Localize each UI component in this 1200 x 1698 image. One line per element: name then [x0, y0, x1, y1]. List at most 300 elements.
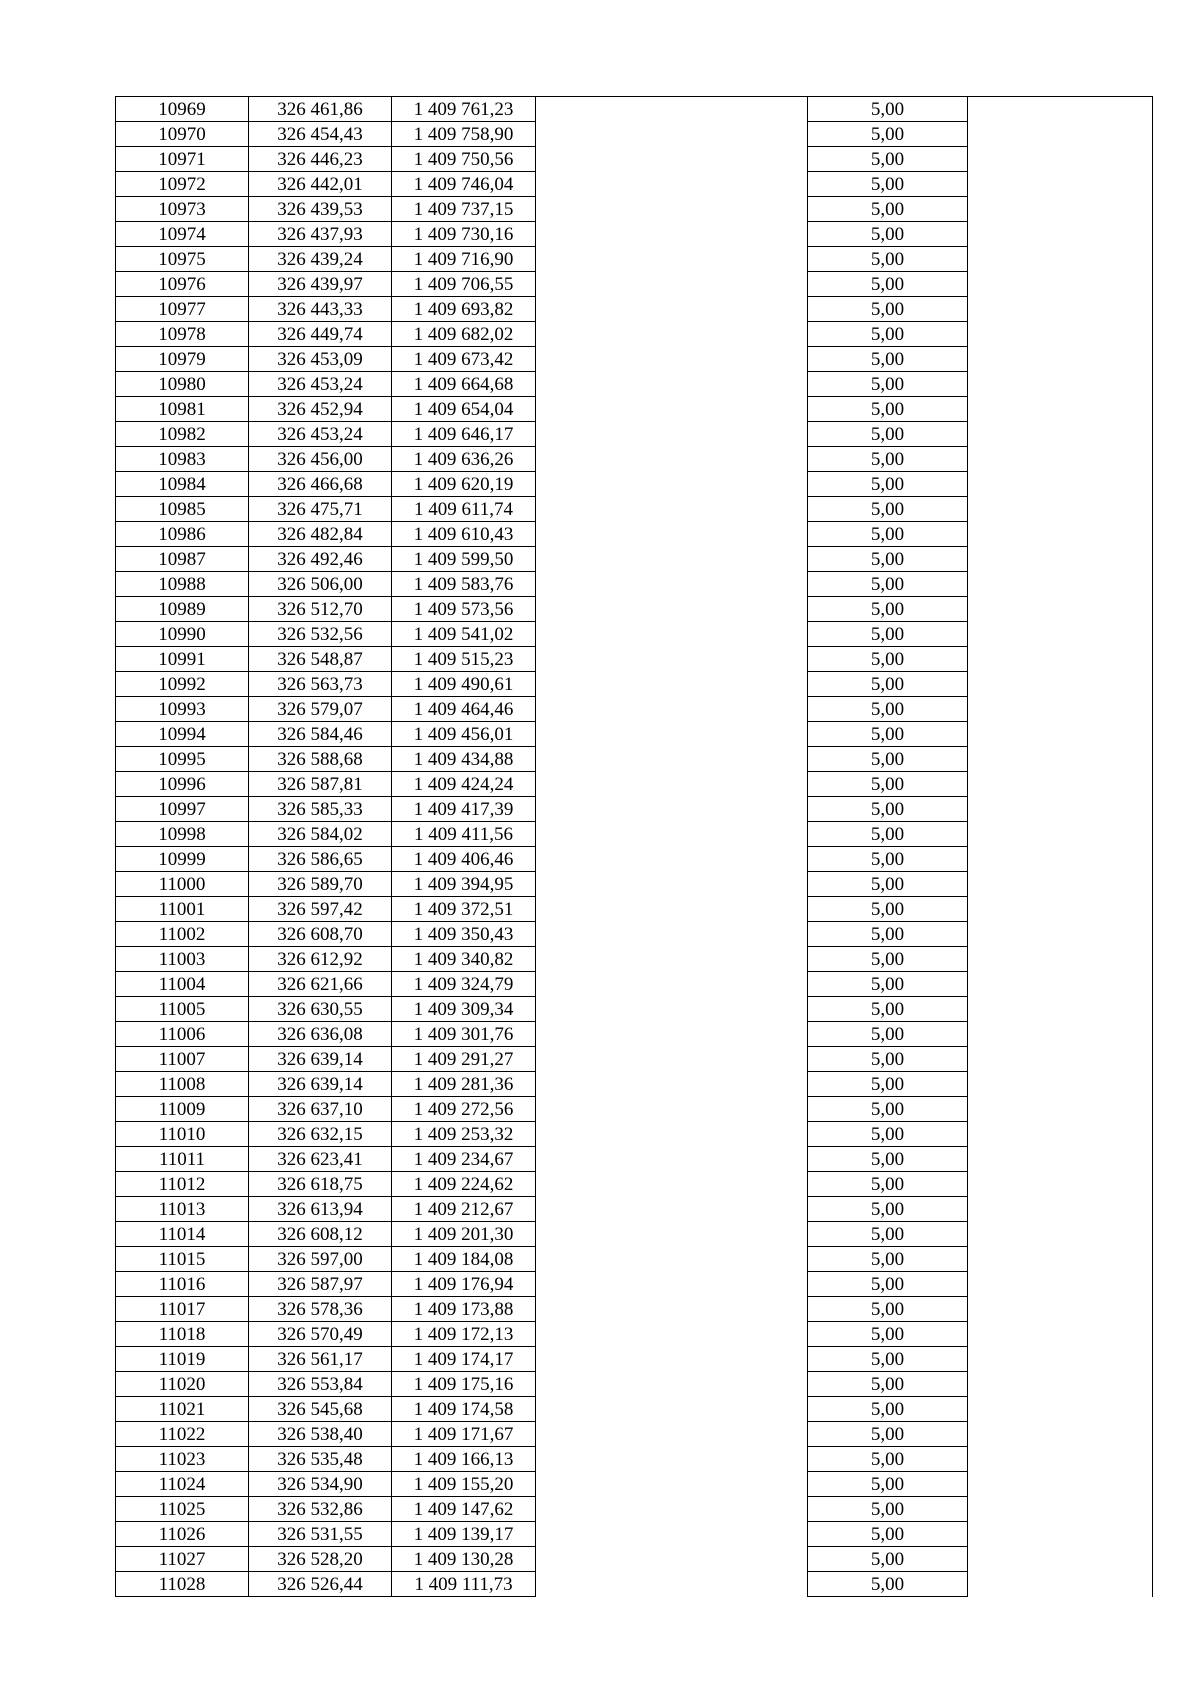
empty-cell	[536, 422, 808, 447]
point-number-cell: 10976	[116, 272, 249, 297]
x-coordinate-cell: 326 584,46	[249, 722, 392, 747]
table-row	[116, 347, 1153, 372]
x-coordinate-cell: 326 563,73	[249, 672, 392, 697]
empty-cell	[536, 472, 808, 497]
y-coordinate-cell: 1 409 224,62	[392, 1172, 536, 1197]
empty-cell	[968, 747, 1153, 772]
y-coordinate-cell: 1 409 515,23	[392, 647, 536, 672]
y-coordinate-cell: 1 409 758,90	[392, 122, 536, 147]
point-number-cell: 10992	[116, 672, 249, 697]
table-row	[116, 472, 1153, 497]
y-coordinate-cell: 1 409 737,15	[392, 197, 536, 222]
table-row	[116, 1147, 1153, 1172]
x-coordinate-cell: 326 587,81	[249, 772, 392, 797]
point-number-cell: 10994	[116, 722, 249, 747]
point-number-cell: 11009	[116, 1097, 249, 1122]
empty-cell	[968, 1072, 1153, 1097]
empty-cell	[968, 422, 1153, 447]
table-row	[116, 1447, 1153, 1472]
distance-cell: 5,00	[808, 622, 968, 647]
x-coordinate-cell: 326 597,00	[249, 1247, 392, 1272]
empty-cell	[968, 997, 1153, 1022]
x-coordinate-cell: 326 630,55	[249, 997, 392, 1022]
table-row	[116, 897, 1153, 922]
point-number-cell: 10978	[116, 322, 249, 347]
x-coordinate-cell: 326 534,90	[249, 1472, 392, 1497]
empty-cell	[968, 972, 1153, 997]
point-number-cell: 10970	[116, 122, 249, 147]
distance-cell: 5,00	[808, 1572, 968, 1597]
table-row	[116, 847, 1153, 872]
empty-cell	[536, 1397, 808, 1422]
distance-cell: 5,00	[808, 97, 968, 122]
point-number-cell: 10971	[116, 147, 249, 172]
y-coordinate-cell: 1 409 301,76	[392, 1022, 536, 1047]
y-coordinate-cell: 1 409 646,17	[392, 422, 536, 447]
y-coordinate-cell: 1 409 155,20	[392, 1472, 536, 1497]
empty-cell	[968, 1472, 1153, 1497]
y-coordinate-cell: 1 409 130,28	[392, 1547, 536, 1572]
empty-cell	[968, 772, 1153, 797]
point-number-cell: 10995	[116, 747, 249, 772]
x-coordinate-cell: 326 439,53	[249, 197, 392, 222]
y-coordinate-cell: 1 409 372,51	[392, 897, 536, 922]
x-coordinate-cell: 326 482,84	[249, 522, 392, 547]
table-row	[116, 1272, 1153, 1297]
empty-cell	[968, 547, 1153, 572]
point-number-cell: 11000	[116, 872, 249, 897]
x-coordinate-cell: 326 608,12	[249, 1222, 392, 1247]
x-coordinate-cell: 326 456,00	[249, 447, 392, 472]
empty-cell	[968, 1222, 1153, 1247]
y-coordinate-cell: 1 409 417,39	[392, 797, 536, 822]
empty-cell	[968, 522, 1153, 547]
empty-cell	[536, 197, 808, 222]
table-row	[116, 697, 1153, 722]
empty-cell	[968, 222, 1153, 247]
empty-cell	[968, 572, 1153, 597]
y-coordinate-cell: 1 409 682,02	[392, 322, 536, 347]
point-number-cell: 10986	[116, 522, 249, 547]
x-coordinate-cell: 326 637,10	[249, 1097, 392, 1122]
empty-cell	[536, 1422, 808, 1447]
empty-cell	[968, 1147, 1153, 1172]
empty-cell	[536, 922, 808, 947]
distance-cell: 5,00	[808, 1197, 968, 1222]
point-number-cell: 10997	[116, 797, 249, 822]
point-number-cell: 10990	[116, 622, 249, 647]
distance-cell: 5,00	[808, 247, 968, 272]
table-row	[116, 447, 1153, 472]
empty-cell	[536, 547, 808, 572]
point-number-cell: 10989	[116, 597, 249, 622]
empty-cell	[536, 772, 808, 797]
empty-cell	[536, 1497, 808, 1522]
table-row	[116, 97, 1153, 122]
x-coordinate-cell: 326 589,70	[249, 872, 392, 897]
x-coordinate-cell: 326 442,01	[249, 172, 392, 197]
empty-cell	[536, 647, 808, 672]
empty-cell	[968, 1522, 1153, 1547]
empty-cell	[536, 1097, 808, 1122]
point-number-cell: 10980	[116, 372, 249, 397]
empty-cell	[968, 1322, 1153, 1347]
distance-cell: 5,00	[808, 572, 968, 597]
empty-cell	[968, 372, 1153, 397]
empty-cell	[536, 247, 808, 272]
empty-cell	[968, 447, 1153, 472]
empty-cell	[968, 322, 1153, 347]
x-coordinate-cell: 326 618,75	[249, 1172, 392, 1197]
x-coordinate-cell: 326 621,66	[249, 972, 392, 997]
y-coordinate-cell: 1 409 599,50	[392, 547, 536, 572]
empty-cell	[536, 147, 808, 172]
distance-cell: 5,00	[808, 322, 968, 347]
table-row	[116, 1122, 1153, 1147]
table-row	[116, 972, 1153, 997]
table-row	[116, 1422, 1153, 1447]
empty-cell	[968, 722, 1153, 747]
x-coordinate-cell: 326 506,00	[249, 572, 392, 597]
distance-cell: 5,00	[808, 472, 968, 497]
empty-cell	[968, 697, 1153, 722]
distance-cell: 5,00	[808, 1322, 968, 1347]
table-row	[116, 1372, 1153, 1397]
table-row	[116, 497, 1153, 522]
y-coordinate-cell: 1 409 174,58	[392, 1397, 536, 1422]
distance-cell: 5,00	[808, 372, 968, 397]
y-coordinate-cell: 1 409 573,56	[392, 597, 536, 622]
point-number-cell: 11012	[116, 1172, 249, 1197]
empty-cell	[968, 647, 1153, 672]
empty-cell	[536, 947, 808, 972]
distance-cell: 5,00	[808, 1472, 968, 1497]
point-number-cell: 11005	[116, 997, 249, 1022]
table-row	[116, 247, 1153, 272]
empty-cell	[968, 497, 1153, 522]
point-number-cell: 11006	[116, 1022, 249, 1047]
x-coordinate-cell: 326 538,40	[249, 1422, 392, 1447]
y-coordinate-cell: 1 409 434,88	[392, 747, 536, 772]
y-coordinate-cell: 1 409 234,67	[392, 1147, 536, 1172]
x-coordinate-cell: 326 545,68	[249, 1397, 392, 1422]
empty-cell	[536, 1272, 808, 1297]
empty-cell	[536, 372, 808, 397]
empty-cell	[536, 1297, 808, 1322]
distance-cell: 5,00	[808, 1147, 968, 1172]
table-row	[116, 1322, 1153, 1347]
empty-cell	[968, 597, 1153, 622]
empty-cell	[536, 622, 808, 647]
y-coordinate-cell: 1 409 173,88	[392, 1297, 536, 1322]
x-coordinate-cell: 326 449,74	[249, 322, 392, 347]
y-coordinate-cell: 1 409 541,02	[392, 622, 536, 647]
distance-cell: 5,00	[808, 822, 968, 847]
distance-cell: 5,00	[808, 397, 968, 422]
y-coordinate-cell: 1 409 464,46	[392, 697, 536, 722]
x-coordinate-cell: 326 639,14	[249, 1072, 392, 1097]
y-coordinate-cell: 1 409 693,82	[392, 297, 536, 322]
point-number-cell: 10993	[116, 697, 249, 722]
empty-cell	[536, 97, 808, 122]
x-coordinate-cell: 326 512,70	[249, 597, 392, 622]
point-number-cell: 10984	[116, 472, 249, 497]
distance-cell: 5,00	[808, 522, 968, 547]
table-row	[116, 197, 1153, 222]
empty-cell	[536, 1547, 808, 1572]
x-coordinate-cell: 326 439,97	[249, 272, 392, 297]
point-number-cell: 11002	[116, 922, 249, 947]
x-coordinate-cell: 326 585,33	[249, 797, 392, 822]
empty-cell	[536, 1472, 808, 1497]
empty-cell	[968, 1497, 1153, 1522]
empty-cell	[536, 597, 808, 622]
table-row	[116, 1347, 1153, 1372]
x-coordinate-cell: 326 461,86	[249, 97, 392, 122]
distance-cell: 5,00	[808, 972, 968, 997]
point-number-cell: 11025	[116, 1497, 249, 1522]
table-row	[116, 1022, 1153, 1047]
table-row	[116, 422, 1153, 447]
point-number-cell: 11003	[116, 947, 249, 972]
distance-cell: 5,00	[808, 1272, 968, 1297]
empty-cell	[536, 997, 808, 1022]
distance-cell: 5,00	[808, 1522, 968, 1547]
point-number-cell: 11026	[116, 1522, 249, 1547]
x-coordinate-cell: 326 475,71	[249, 497, 392, 522]
x-coordinate-cell: 326 532,86	[249, 1497, 392, 1522]
table-row	[116, 572, 1153, 597]
y-coordinate-cell: 1 409 201,30	[392, 1222, 536, 1247]
x-coordinate-cell: 326 623,41	[249, 1147, 392, 1172]
y-coordinate-cell: 1 409 583,76	[392, 572, 536, 597]
table-row	[116, 797, 1153, 822]
empty-cell	[536, 347, 808, 372]
empty-cell	[968, 872, 1153, 897]
y-coordinate-cell: 1 409 212,67	[392, 1197, 536, 1222]
distance-cell: 5,00	[808, 1022, 968, 1047]
empty-cell	[968, 347, 1153, 372]
x-coordinate-cell: 326 548,87	[249, 647, 392, 672]
empty-cell	[968, 1347, 1153, 1372]
y-coordinate-cell: 1 409 309,34	[392, 997, 536, 1022]
point-number-cell: 10973	[116, 197, 249, 222]
y-coordinate-cell: 1 409 272,56	[392, 1097, 536, 1122]
y-coordinate-cell: 1 409 350,43	[392, 922, 536, 947]
table-row	[116, 947, 1153, 972]
point-number-cell: 11013	[116, 1197, 249, 1222]
y-coordinate-cell: 1 409 620,19	[392, 472, 536, 497]
table-row	[116, 922, 1153, 947]
x-coordinate-cell: 326 528,20	[249, 1547, 392, 1572]
point-number-cell: 11017	[116, 1297, 249, 1322]
table-row	[116, 672, 1153, 697]
empty-cell	[968, 1447, 1153, 1472]
empty-cell	[536, 1247, 808, 1272]
x-coordinate-cell: 326 632,15	[249, 1122, 392, 1147]
x-coordinate-cell: 326 531,55	[249, 1522, 392, 1547]
point-number-cell: 10974	[116, 222, 249, 247]
empty-cell	[536, 522, 808, 547]
x-coordinate-cell: 326 452,94	[249, 397, 392, 422]
empty-cell	[968, 1372, 1153, 1397]
distance-cell: 5,00	[808, 547, 968, 572]
table-row	[116, 1472, 1153, 1497]
table-row	[116, 772, 1153, 797]
y-coordinate-cell: 1 409 324,79	[392, 972, 536, 997]
point-number-cell: 11027	[116, 1547, 249, 1572]
x-coordinate-cell: 326 453,09	[249, 347, 392, 372]
x-coordinate-cell: 326 453,24	[249, 372, 392, 397]
empty-cell	[536, 1347, 808, 1372]
distance-cell: 5,00	[808, 347, 968, 372]
empty-cell	[968, 1572, 1153, 1597]
point-number-cell: 10979	[116, 347, 249, 372]
distance-cell: 5,00	[808, 1422, 968, 1447]
y-coordinate-cell: 1 409 746,04	[392, 172, 536, 197]
x-coordinate-cell: 326 608,70	[249, 922, 392, 947]
point-number-cell: 11019	[116, 1347, 249, 1372]
empty-cell	[968, 472, 1153, 497]
empty-cell	[968, 1022, 1153, 1047]
y-coordinate-cell: 1 409 147,62	[392, 1497, 536, 1522]
table-row	[116, 222, 1153, 247]
point-number-cell: 10981	[116, 397, 249, 422]
empty-cell	[968, 1247, 1153, 1272]
y-coordinate-cell: 1 409 111,73	[392, 1572, 536, 1597]
table-row	[116, 1097, 1153, 1122]
distance-cell: 5,00	[808, 1047, 968, 1072]
empty-cell	[536, 1222, 808, 1247]
empty-cell	[536, 1372, 808, 1397]
x-coordinate-cell: 326 584,02	[249, 822, 392, 847]
point-number-cell: 10991	[116, 647, 249, 672]
coordinates-table	[115, 96, 1153, 1597]
y-coordinate-cell: 1 409 172,13	[392, 1322, 536, 1347]
empty-cell	[536, 697, 808, 722]
point-number-cell: 11010	[116, 1122, 249, 1147]
empty-cell	[536, 497, 808, 522]
x-coordinate-cell: 326 561,17	[249, 1347, 392, 1372]
x-coordinate-cell: 326 588,68	[249, 747, 392, 772]
x-coordinate-cell: 326 439,24	[249, 247, 392, 272]
point-number-cell: 11028	[116, 1572, 249, 1597]
point-number-cell: 11014	[116, 1222, 249, 1247]
table-row	[116, 172, 1153, 197]
point-number-cell: 11011	[116, 1147, 249, 1172]
distance-cell: 5,00	[808, 947, 968, 972]
point-number-cell: 11001	[116, 897, 249, 922]
y-coordinate-cell: 1 409 730,16	[392, 222, 536, 247]
distance-cell: 5,00	[808, 1222, 968, 1247]
distance-cell: 5,00	[808, 1097, 968, 1122]
empty-cell	[536, 747, 808, 772]
y-coordinate-cell: 1 409 139,17	[392, 1522, 536, 1547]
table-row	[116, 522, 1153, 547]
point-number-cell: 10996	[116, 772, 249, 797]
point-number-cell: 11016	[116, 1272, 249, 1297]
y-coordinate-cell: 1 409 394,95	[392, 872, 536, 897]
empty-cell	[536, 797, 808, 822]
point-number-cell: 10977	[116, 297, 249, 322]
empty-cell	[968, 947, 1153, 972]
x-coordinate-cell: 326 532,56	[249, 622, 392, 647]
empty-cell	[536, 1022, 808, 1047]
point-number-cell: 10975	[116, 247, 249, 272]
table-row	[116, 822, 1153, 847]
y-coordinate-cell: 1 409 456,01	[392, 722, 536, 747]
distance-cell: 5,00	[808, 272, 968, 297]
point-number-cell: 11022	[116, 1422, 249, 1447]
distance-cell: 5,00	[808, 122, 968, 147]
table-row	[116, 1072, 1153, 1097]
y-coordinate-cell: 1 409 636,26	[392, 447, 536, 472]
point-number-cell: 10985	[116, 497, 249, 522]
table-row	[116, 297, 1153, 322]
distance-cell: 5,00	[808, 147, 968, 172]
table-row	[116, 1497, 1153, 1522]
y-coordinate-cell: 1 409 490,61	[392, 672, 536, 697]
empty-cell	[536, 397, 808, 422]
distance-cell: 5,00	[808, 747, 968, 772]
empty-cell	[536, 672, 808, 697]
distance-cell: 5,00	[808, 497, 968, 522]
x-coordinate-cell: 326 587,97	[249, 1272, 392, 1297]
x-coordinate-cell: 326 586,65	[249, 847, 392, 872]
distance-cell: 5,00	[808, 1397, 968, 1422]
distance-cell: 5,00	[808, 1072, 968, 1097]
point-number-cell: 10987	[116, 547, 249, 572]
table-row	[116, 1197, 1153, 1222]
empty-cell	[968, 172, 1153, 197]
y-coordinate-cell: 1 409 654,04	[392, 397, 536, 422]
distance-cell: 5,00	[808, 447, 968, 472]
table-row	[116, 647, 1153, 672]
x-coordinate-cell: 326 526,44	[249, 1572, 392, 1597]
empty-cell	[968, 97, 1153, 122]
point-number-cell: 11020	[116, 1372, 249, 1397]
distance-cell: 5,00	[808, 1347, 968, 1372]
distance-cell: 5,00	[808, 1122, 968, 1147]
distance-cell: 5,00	[808, 797, 968, 822]
y-coordinate-cell: 1 409 706,55	[392, 272, 536, 297]
y-coordinate-cell: 1 409 340,82	[392, 947, 536, 972]
empty-cell	[536, 872, 808, 897]
y-coordinate-cell: 1 409 184,08	[392, 1247, 536, 1272]
empty-cell	[968, 1097, 1153, 1122]
empty-cell	[536, 322, 808, 347]
empty-cell	[536, 572, 808, 597]
distance-cell: 5,00	[808, 997, 968, 1022]
table-row	[116, 597, 1153, 622]
table-row	[116, 1047, 1153, 1072]
empty-cell	[536, 897, 808, 922]
x-coordinate-cell: 326 597,42	[249, 897, 392, 922]
table-row	[116, 872, 1153, 897]
distance-cell: 5,00	[808, 897, 968, 922]
y-coordinate-cell: 1 409 611,74	[392, 497, 536, 522]
empty-cell	[968, 797, 1153, 822]
distance-cell: 5,00	[808, 1497, 968, 1522]
y-coordinate-cell: 1 409 406,46	[392, 847, 536, 872]
point-number-cell: 11018	[116, 1322, 249, 1347]
empty-cell	[536, 1047, 808, 1072]
point-number-cell: 11024	[116, 1472, 249, 1497]
empty-cell	[536, 1147, 808, 1172]
point-number-cell: 10982	[116, 422, 249, 447]
y-coordinate-cell: 1 409 716,90	[392, 247, 536, 272]
y-coordinate-cell: 1 409 673,42	[392, 347, 536, 372]
